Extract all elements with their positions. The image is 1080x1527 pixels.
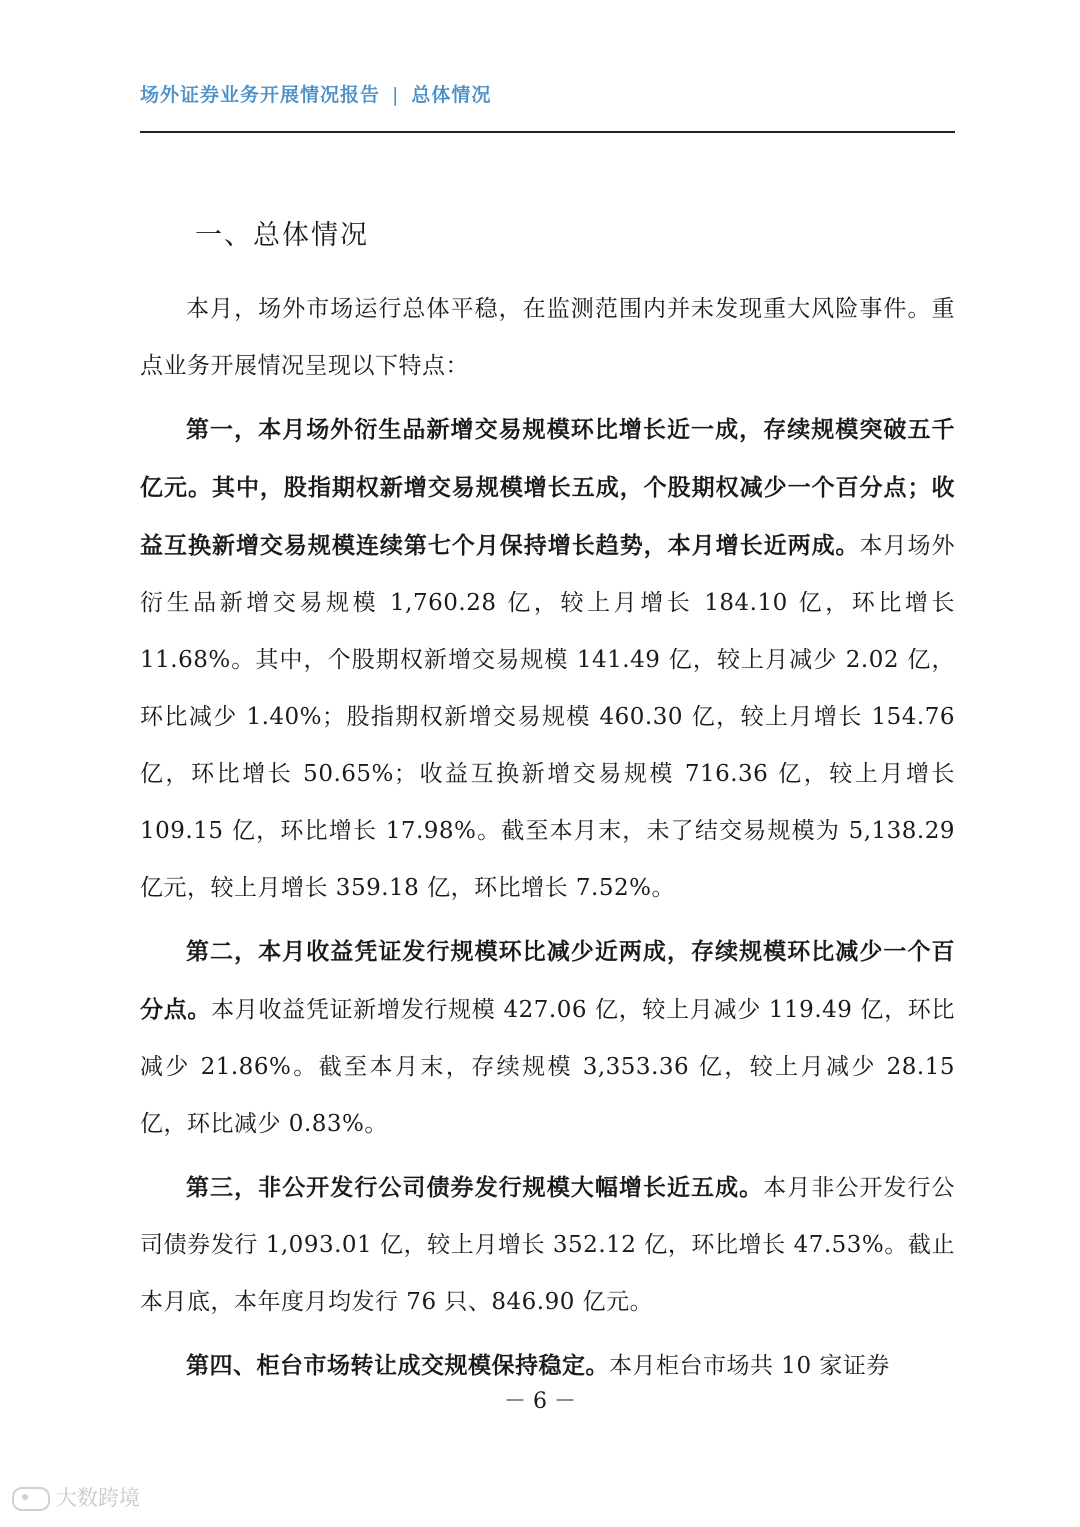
body-text (140, 280, 955, 1401)
report-title: 场外证券业务开展情况报告 (140, 84, 381, 106)
paragraph-lead: 第二，本月收益凭证发行规模环比减少近两成，存续规模环比减少一个百分点。 (140, 938, 955, 1023)
header-rule (140, 131, 955, 133)
paragraph-lead: 第三，非公开发行公司债券发行规模大幅增长近五成。 (186, 1174, 764, 1201)
watermark (12, 1482, 140, 1512)
paragraph-text: 本月柜台市场共 10 家证券 (609, 1353, 890, 1379)
running-header (140, 80, 960, 107)
paragraph-2 (140, 401, 955, 917)
paragraph-text: 本月场外衍生品新增交易规模 1,760.28 亿，较上月增长 184.10 亿，环比增长 11.68%。其中，个股期权新增交易规模 141.49 亿，较上月减少 2.02 亿，环比减少 1.40%；股指期权新增交易规模 460.30 亿，较上月增长 154.76 亿，环比增长 50.65%；收益互换新增交易规模 716.36 亿，较上月增长 109.15 亿，环比增长 17.98%。截至本月末，未了结交易规模为 5,138.29 亿元，较上月增长 359.18 亿，环比增长 7.52%。 (140, 533, 956, 901)
paragraph-4 (140, 1159, 955, 1331)
weibo-logo-icon (12, 1487, 50, 1511)
paragraph-lead: 第四、柜台市场转让成交规模保持稳定。 (186, 1352, 609, 1379)
header-separator: | (392, 84, 400, 106)
paragraph-lead: 第一，本月场外衍生品新增交易规模环比增长近一成，存续规模突破五千亿元。其中，股指期权新增交易规模增长五成，个股期权减少一个百分点；收益互换新增交易规模连续第七个月保持增长趋势，本月增长近两成。 (140, 416, 955, 559)
paragraph-3 (140, 923, 955, 1153)
watermark-text: 大数跨境 (56, 1486, 140, 1510)
section-name: 总体情况 (411, 84, 492, 106)
paragraph-text: 本月收益凭证新增发行规模 427.06 亿，较上月减少 119.49 亿，环比减少 21.86%。截至本月末，存续规模 3,353.36 亿，较上月减少 28.15 亿，环比减少 0.83%。 (140, 997, 956, 1137)
page-number: － 6 － (504, 1389, 576, 1414)
paragraph-1 (140, 280, 955, 395)
section-title: 一、总体情况 (195, 220, 369, 251)
paragraph-text: 本月非公开发行公司债券发行 1,093.01 亿，较上月增长 352.12 亿，环比增长 47.53%。截止本月底，本年度月均发行 76 只、846.90 亿元。 (140, 1175, 956, 1315)
paragraph-text: 本月，场外市场运行总体平稳，在监测范围内并未发现重大风险事件。重点业务开展情况呈现以下特点： (140, 296, 955, 379)
